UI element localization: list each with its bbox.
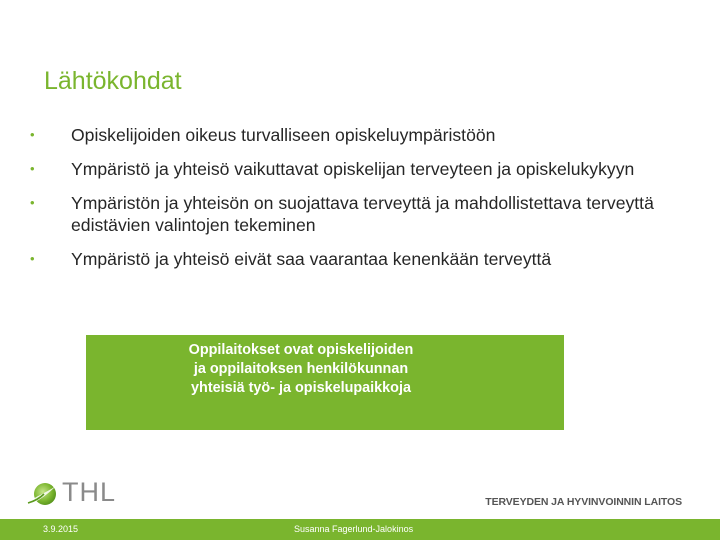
- bullet-text: Opiskelijoiden oikeus turvalliseen opiskeluympäristöön: [71, 125, 496, 145]
- bullet-text: Ympäristö ja yhteisö vaikuttavat opiskelijan terveyteen ja opiskelukykyyn: [71, 159, 635, 179]
- slide-title: Lähtökohdat: [44, 67, 182, 95]
- bullet-list: [30, 124, 700, 282]
- callout-text: [86, 341, 564, 398]
- callout-line: ja oppilaitoksen henkilökunnan: [193, 361, 409, 377]
- footer-date: 3.9.2015: [43, 524, 79, 534]
- bullet-text: Ympäristön ja yhteisön on suojattava terveyttä ja mahdollistettava terveyttä edistävien valintojen tekeminen: [71, 193, 654, 235]
- callout-line: yhteisiä työ- ja opiskelupaikkoja: [191, 380, 411, 396]
- callout-box: [86, 335, 564, 430]
- logo-text: THL: [62, 477, 117, 507]
- bullet-dot-icon: •: [30, 251, 35, 266]
- thl-logo: [26, 476, 126, 510]
- bullet-dot-icon: •: [30, 127, 35, 142]
- footer-author: Susanna Fagerlund-Jalokinos: [294, 524, 414, 534]
- bullet-item: [30, 124, 700, 146]
- callout-line: Oppilaitokset ovat opiskelijoiden: [188, 342, 414, 358]
- thl-leaf-icon: [26, 476, 62, 510]
- bullet-item: [30, 158, 700, 180]
- institute-tagline: TERVEYDEN JA HYVINVOINNIN LAITOS: [485, 496, 682, 508]
- bullet-text: Ympäristö ja yhteisö eivät saa vaarantaa kenenkään terveyttä: [71, 249, 552, 269]
- footer-bar: [0, 519, 720, 540]
- bullet-item: [30, 192, 700, 236]
- bullet-item: [30, 248, 700, 270]
- bullet-dot-icon: •: [30, 195, 35, 210]
- bullet-dot-icon: •: [30, 161, 35, 176]
